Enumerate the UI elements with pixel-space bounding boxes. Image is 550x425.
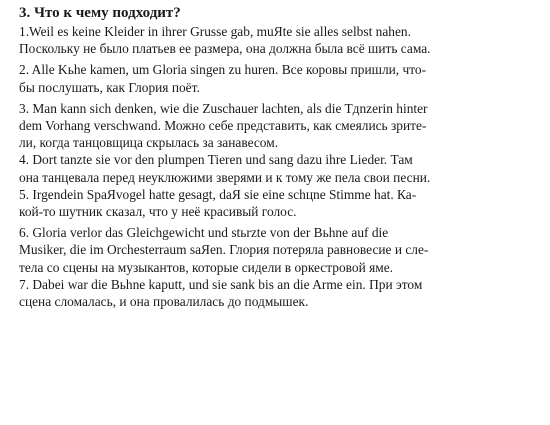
item-line: 5. Irgendein SpaЯvogel hatte gesagt, daЯ sie eine schцne Stimme hat. Ка-: [19, 186, 417, 202]
exercise-item-1: [19, 23, 539, 57]
item-line: она танцевала перед неуклюжими зверями и к тому же пела свои песни.: [19, 169, 431, 185]
exercise-item-3: [19, 100, 539, 152]
item-line: бы послушать, как Глория поёт.: [19, 79, 200, 95]
exercise-item-6: [19, 224, 539, 276]
exercise-item-7: [19, 276, 539, 310]
exercise-item-5: [19, 186, 539, 220]
item-line: Поскольку не было платьев ее размера, она должна была всё шить сама.: [19, 41, 431, 57]
item-line: 4. Dort tanzte sie vor den plumpen Tieren und sang dazu ihre Lieder. Там: [19, 152, 413, 168]
item-line: 6. Gloria verlor das Gleichgewicht und stьrzte von der Bьhne auf die: [19, 225, 389, 241]
item-line: тела со сцены на музыкантов, которые сидели в оркестровой яме.: [19, 259, 394, 275]
item-line: dem Vorhang verschwand. Можно себе представить, как смеялись зрите-: [19, 118, 427, 134]
item-line: Musiker, die im Orchesterraum saЯen. Глория потеряла равновесие и сле-: [19, 242, 429, 258]
exercise-item-4: [19, 151, 539, 185]
exercise-block: [19, 5, 539, 310]
exercise-heading: 3. Что к чему подходит?: [19, 5, 181, 21]
item-line: кой-то шутник сказал, что у неё красивый голос.: [19, 204, 297, 220]
item-line: сцена сломалась, и она провалилась до подмышек.: [19, 294, 309, 310]
item-line: 2. Alle Kьhe kamen, um Gloria singen zu huren. Все коровы пришли, что-: [19, 62, 427, 78]
item-line: ли, когда танцовщица скрылась за занавесом.: [19, 135, 279, 151]
exercise-item-2: [19, 61, 539, 95]
item-line: 3. Man kann sich denken, wie die Zuschauer lachten, als die Tдnzerin hinter: [19, 100, 428, 116]
item-line: 7. Dabei war die Bьhne kaputt, und sie sank bis an die Arme ein. При этом: [19, 276, 423, 292]
item-line: 1.Weil es keine Kleider in ihrer Grusse gab, muЯte sie alles selbst nahen.: [19, 24, 411, 39]
